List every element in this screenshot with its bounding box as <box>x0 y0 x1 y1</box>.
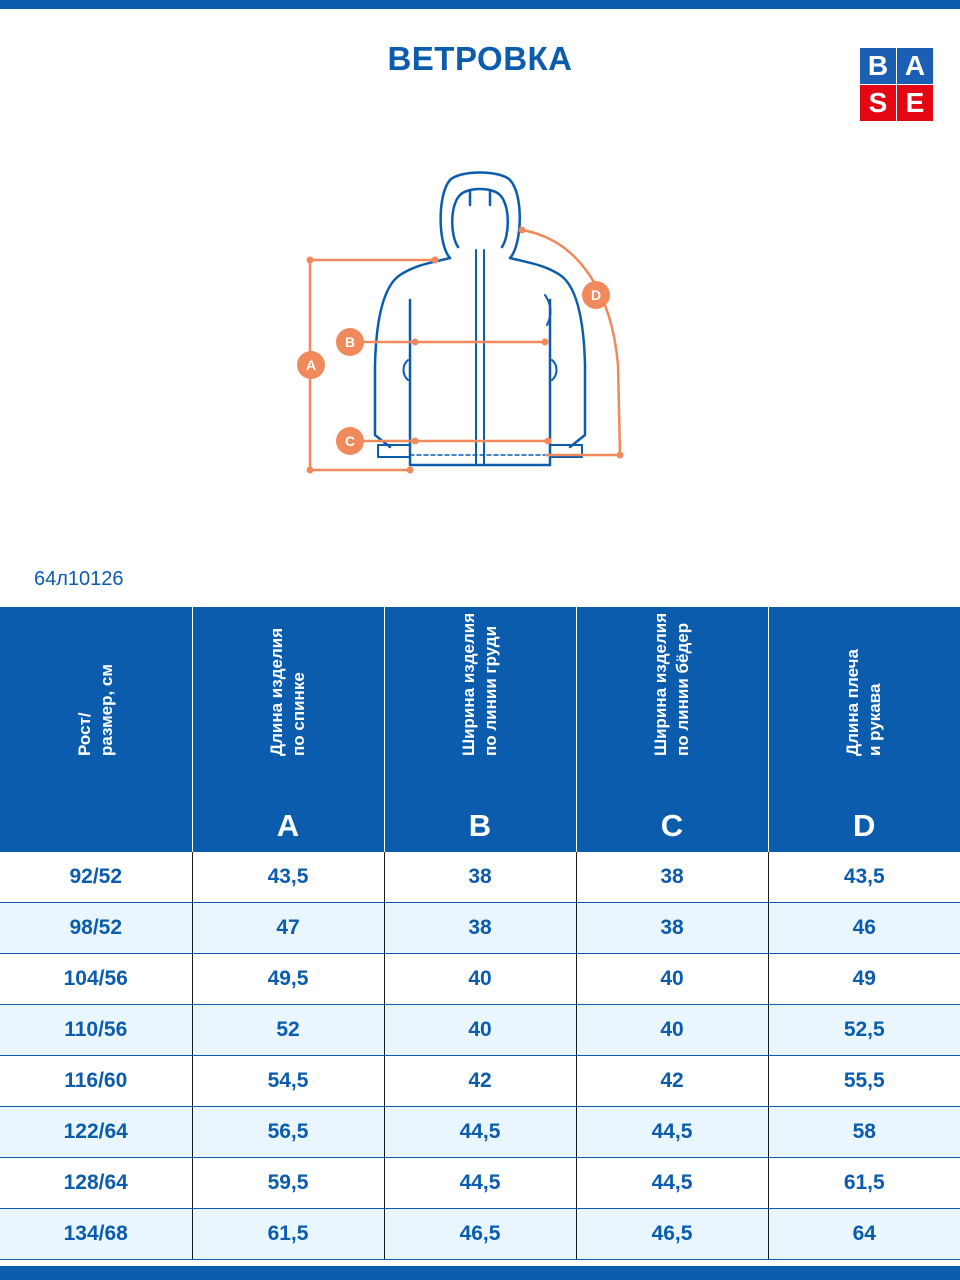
table-row <box>0 1005 960 1056</box>
column-header-c-text <box>650 613 694 756</box>
cell-b: 40 <box>384 954 576 1005</box>
marker-d-label: D <box>590 287 602 303</box>
cell-b: 38 <box>384 852 576 903</box>
header-line: по линии бёдер <box>673 622 692 756</box>
cell-b: 42 <box>384 1056 576 1107</box>
cell-size: 98/52 <box>0 903 192 954</box>
cell-size: 122/64 <box>0 1107 192 1158</box>
column-letter-c: C <box>660 808 684 843</box>
column-header-b-text <box>458 613 502 756</box>
cell-b: 44,5 <box>384 1158 576 1209</box>
column-letter-a: A <box>276 808 300 843</box>
cell-size: 128/64 <box>0 1158 192 1209</box>
cell-b: 40 <box>384 1005 576 1056</box>
header-line: Рост/ <box>74 712 94 756</box>
table-row <box>0 852 960 903</box>
cell-c: 42 <box>576 1056 768 1107</box>
cell-d: 64 <box>768 1209 960 1260</box>
bottom-accent-bar <box>0 1266 960 1280</box>
cell-a: 59,5 <box>192 1158 384 1209</box>
cell-b: 46,5 <box>384 1209 576 1260</box>
cell-a: 49,5 <box>192 954 384 1005</box>
cell-a: 52 <box>192 1005 384 1056</box>
cell-a: 47 <box>192 903 384 954</box>
column-header-d-text <box>842 649 886 756</box>
cell-size: 104/56 <box>0 954 192 1005</box>
header-line: Ширина изделия <box>459 612 478 756</box>
cell-c: 46,5 <box>576 1209 768 1260</box>
cell-c: 44,5 <box>576 1107 768 1158</box>
cell-c: 38 <box>576 852 768 903</box>
cell-b: 38 <box>384 903 576 954</box>
table-row <box>0 1209 960 1260</box>
table-row <box>0 1158 960 1209</box>
cell-c: 44,5 <box>576 1158 768 1209</box>
table-row <box>0 1056 960 1107</box>
header-line: и рукава <box>865 683 885 756</box>
logo-letter-s: S <box>860 85 896 121</box>
column-header-size <box>0 607 192 852</box>
header-line: Длина плеча <box>843 648 863 756</box>
table-header-row <box>0 607 960 852</box>
column-header-b <box>384 607 576 852</box>
article-number: 64л10126 <box>34 568 124 590</box>
page-title: ВЕТРОВКА <box>387 40 573 77</box>
cell-d: 61,5 <box>768 1158 960 1209</box>
cell-c: 40 <box>576 1005 768 1056</box>
table-row <box>0 954 960 1005</box>
marker-c-label: C <box>344 433 356 449</box>
cell-a: 54,5 <box>192 1056 384 1107</box>
marker-a-label: A <box>305 357 317 373</box>
column-header-a <box>192 607 384 852</box>
cell-d: 43,5 <box>768 852 960 903</box>
cell-d: 49 <box>768 954 960 1005</box>
cell-size: 110/56 <box>0 1005 192 1056</box>
column-header-a-text <box>266 628 310 756</box>
top-accent-bar <box>0 0 960 9</box>
cell-a: 56,5 <box>192 1107 384 1158</box>
column-header-d <box>768 607 960 852</box>
column-header-size-text <box>74 664 118 756</box>
cell-size: 116/60 <box>0 1056 192 1107</box>
logo-letter-a: A <box>897 48 933 84</box>
column-letter-b: B <box>468 808 492 843</box>
cell-size: 92/52 <box>0 852 192 903</box>
cell-a: 43,5 <box>192 852 384 903</box>
cell-c: 40 <box>576 954 768 1005</box>
size-table <box>0 607 960 1260</box>
table-row <box>0 1107 960 1158</box>
cell-a: 61,5 <box>192 1209 384 1260</box>
table-row <box>0 903 960 954</box>
cell-c: 38 <box>576 903 768 954</box>
cell-d: 52,5 <box>768 1005 960 1056</box>
header-line: Ширина изделия <box>651 612 670 756</box>
header-line: по линии груди <box>481 625 500 756</box>
column-header-c <box>576 607 768 852</box>
jacket-measurement-diagram <box>290 165 650 485</box>
cell-d: 58 <box>768 1107 960 1158</box>
header-line: Длина изделия <box>267 627 286 756</box>
column-letter-d: D <box>853 808 876 843</box>
header-line: размер, см <box>96 664 116 756</box>
logo-letter-b: B <box>860 48 896 84</box>
cell-d: 55,5 <box>768 1056 960 1107</box>
cell-size: 134/68 <box>0 1209 192 1260</box>
cell-b: 44,5 <box>384 1107 576 1158</box>
header-line: по спинке <box>289 672 308 756</box>
cell-d: 46 <box>768 903 960 954</box>
logo-letter-e: E <box>897 85 933 121</box>
jacket-outline <box>375 173 585 466</box>
brand-logo <box>860 48 933 120</box>
marker-b-label: B <box>344 334 356 350</box>
